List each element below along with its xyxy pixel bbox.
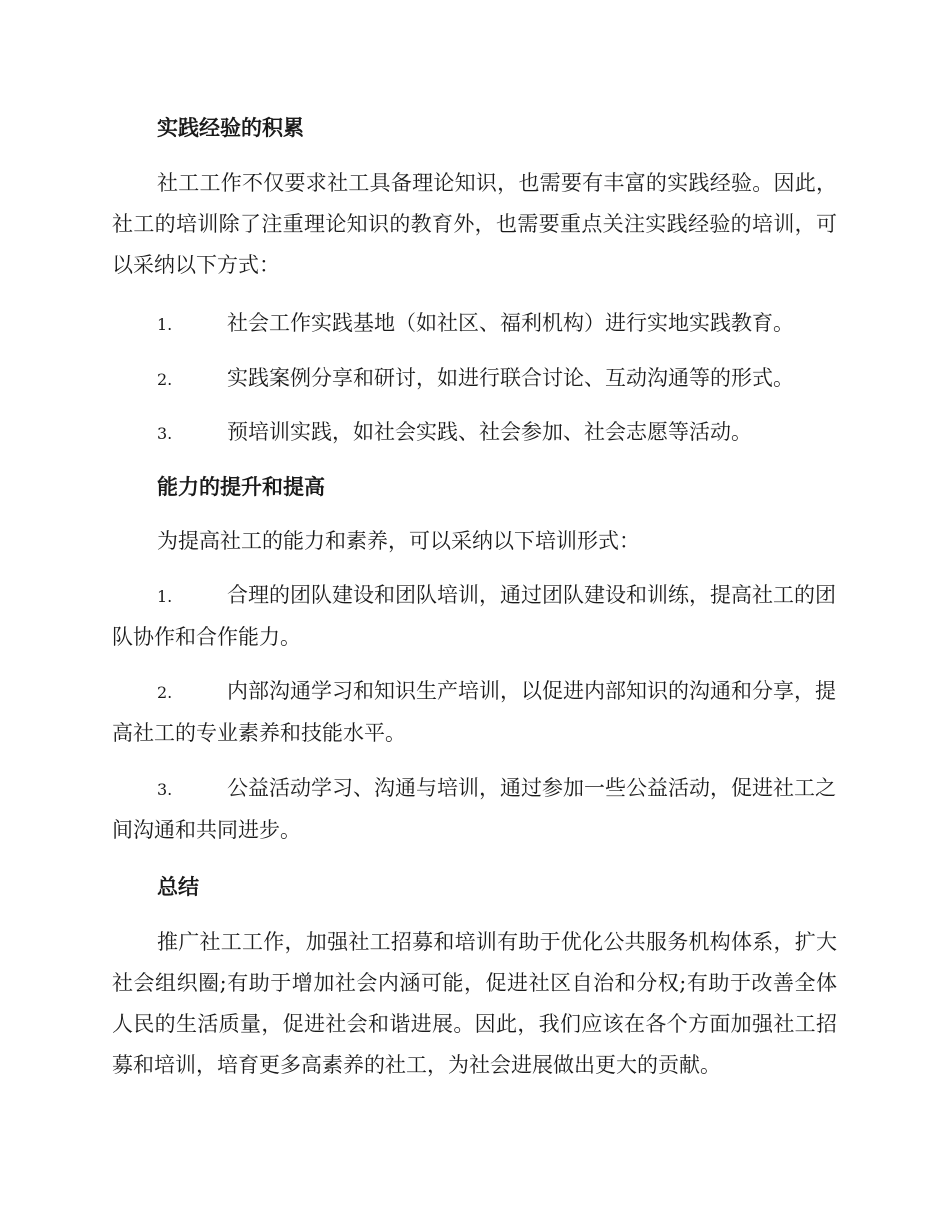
list-item-text: 公益活动学习、沟通与培训，通过参加一些公益活动，促进社工之间沟通和共同进步。	[112, 776, 836, 842]
list-number: 2.	[157, 370, 173, 389]
section-intro-practice: 社工工作不仅要求社工具备理论知识，也需要有丰富的实践经验。因此，社工的培训除了注重理论知识的教育外，也需要重点关注实践经验的培训，可以采纳以下方式：	[112, 171, 837, 277]
list-item	[112, 671, 837, 754]
list-item-text: 内部沟通学习和知识生产培训，以促进内部知识的沟通和分享，提高社工的专业素养和技能水平。	[112, 679, 836, 745]
list-item	[112, 768, 837, 851]
list-item-text: 实践案例分享和研讨，如进行联合讨论、互动沟通等的形式。	[227, 366, 794, 390]
list-number: 3.	[157, 780, 173, 799]
list-item-text: 预培训实践，如社会实践、社会参加、社会志愿等活动。	[227, 420, 752, 444]
list-number: 1.	[157, 315, 173, 334]
list-item	[112, 575, 837, 658]
list-item	[112, 363, 837, 395]
list-number: 3.	[157, 424, 173, 443]
list-number: 2.	[157, 683, 173, 702]
section-intro-ability: 为提高社工的能力和素养，可以采纳以下培训形式：	[157, 529, 640, 553]
list-item	[112, 308, 837, 340]
list-item-text: 社会工作实践基地（如社区、福利机构）进行实地实践教育。	[227, 311, 794, 335]
section-summary-text: 推广社工工作，加强社工招募和培训有助于优化公共服务机构体系，扩大社会组织圈;有助于增加社会内涵可能，促进社区自治和分权;有助于改善全体人民的生活质量，促进社会和谐进展。因此，我们应该在各个方面加强社工招募和培训，培育更多高素养的社工，为社会进展做出更大的贡献。	[112, 930, 837, 1077]
list-item	[112, 417, 837, 449]
list-number: 1.	[157, 587, 173, 606]
section-heading-ability: 能力的提升和提高	[157, 475, 325, 499]
section-heading-summary: 总结	[157, 875, 199, 899]
list-item-text: 合理的团队建设和团队培训，通过团队建设和训练，提高社工的团队协作和合作能力。	[112, 583, 836, 649]
section-heading-practice: 实践经验的积累	[157, 116, 304, 140]
